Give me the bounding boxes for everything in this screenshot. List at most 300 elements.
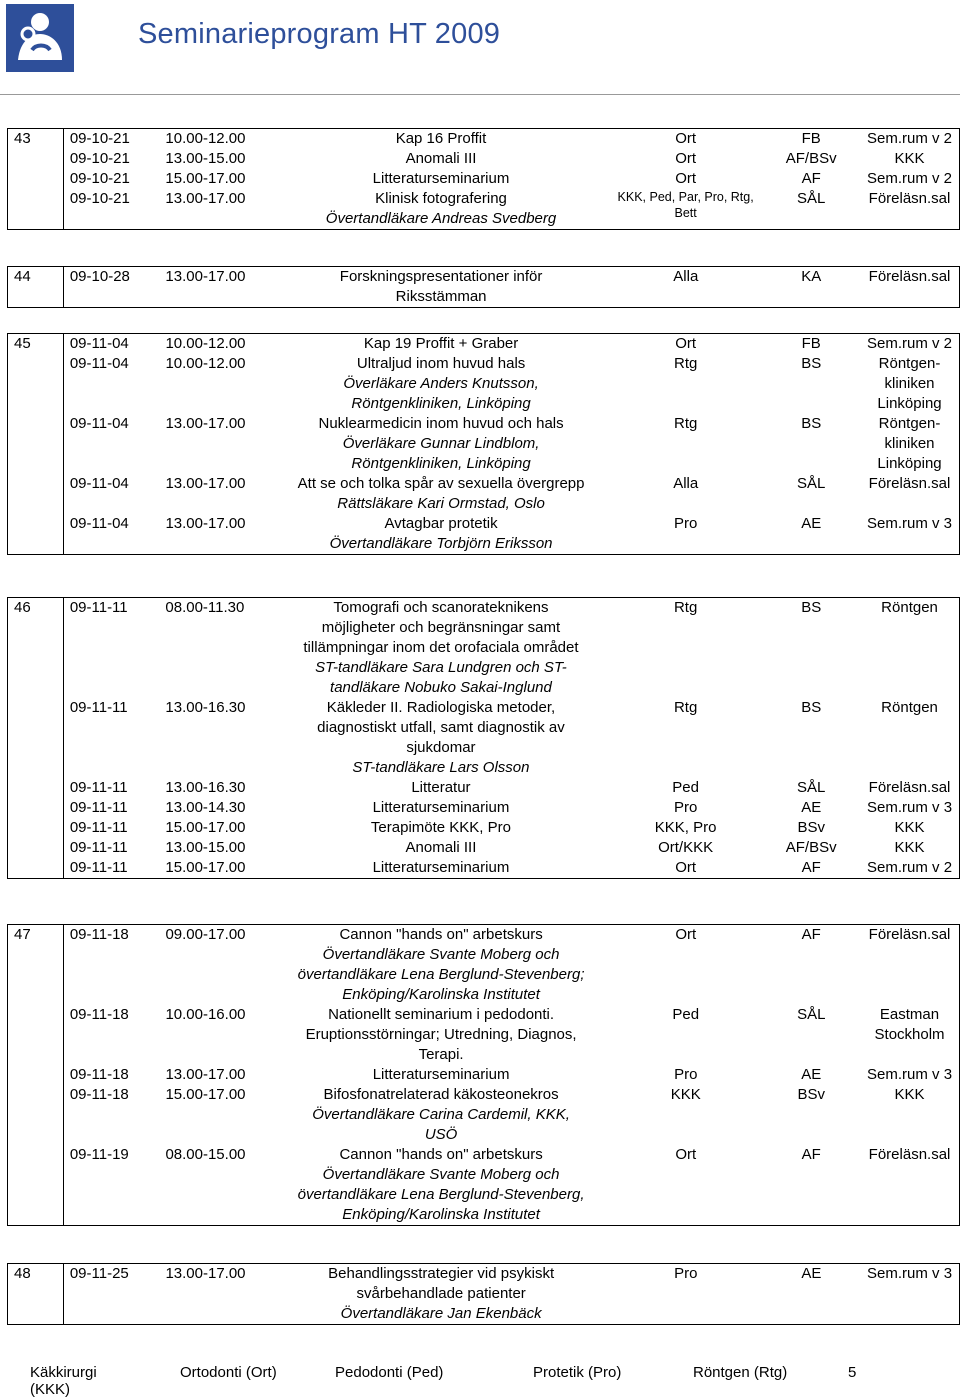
place-cell: [609, 798, 762, 818]
topic-line: Bifosfonatrelaterad käkosteonekros: [323, 1086, 559, 1103]
legend-ortodonti: Ortodonti (Ort): [180, 1364, 277, 1381]
responsible-cell: [762, 698, 860, 778]
responsible-cell: [762, 1085, 860, 1145]
topic-line: sjukdomar: [406, 739, 476, 756]
date-cell: [63, 1005, 165, 1065]
topic-line: Litteraturseminarium: [372, 799, 510, 816]
topic-line: Anomali III: [405, 150, 477, 167]
time-label: 13.00-17.00: [165, 268, 246, 285]
table-row: [8, 1264, 960, 1325]
responsible-label: AF: [801, 926, 821, 943]
table-row: [8, 514, 960, 555]
place-label: Pro: [674, 515, 698, 532]
date-label: 09-11-11: [69, 699, 128, 716]
date-cell: [63, 474, 165, 514]
place-cell: [609, 267, 762, 308]
topic-line: tillämpningar inom det orofaciala området: [303, 639, 579, 656]
room-cell: [860, 858, 959, 879]
room-label: Sem.rum v 3: [867, 515, 953, 532]
time-label: 13.00-17.00: [165, 475, 246, 492]
date-cell: [63, 858, 165, 879]
date-cell: [63, 698, 165, 778]
place-cell: [609, 1005, 762, 1065]
responsible-label: FB: [801, 130, 821, 147]
room-cell: [860, 1005, 959, 1065]
speaker-line: ST-tandläkare Sara Lundgren och ST-: [315, 659, 567, 676]
date-label: 09-11-11: [69, 799, 128, 816]
time-cell: [165, 778, 273, 798]
speaker-line: Övertandläkare Carina Cardemil, KKK,: [312, 1106, 570, 1123]
room-cell: [860, 925, 959, 1006]
week-number: [8, 1264, 64, 1325]
responsible-cell: [762, 1005, 860, 1065]
topic-cell: [273, 798, 609, 818]
topic-cell: [273, 838, 609, 858]
time-label: 13.00-17.00: [165, 515, 246, 532]
date-cell: [63, 149, 165, 169]
legend-protetik: Protetik (Pro): [533, 1364, 622, 1381]
time-label: 08.00-11.30: [165, 599, 245, 616]
speaker-line: Enköping/Karolinska Institutet: [342, 1206, 540, 1223]
table-row: [8, 778, 960, 798]
week-table-46: [7, 597, 960, 879]
speaker-line: Röntgenkliniken, Linköping: [351, 395, 531, 412]
time-label: 13.00-17.00: [165, 415, 246, 432]
date-label: 09-11-04: [69, 415, 129, 432]
date-cell: [63, 189, 165, 230]
topic-line: Terapi.: [418, 1046, 464, 1063]
topic-cell: [273, 818, 609, 838]
time-label: 15.00-17.00: [165, 1086, 246, 1103]
time-label: 13.00-16.30: [165, 779, 246, 796]
time-label: 13.00-17.00: [165, 190, 246, 207]
date-label: 09-11-19: [69, 1146, 129, 1163]
time-label: 08.00-15.00: [165, 1146, 246, 1163]
room-label: Sem.rum v 2: [867, 170, 953, 187]
responsible-cell: [762, 267, 860, 308]
place-label: KKK, Pro: [654, 819, 717, 836]
room-cell: [860, 414, 959, 474]
room-cell: [860, 514, 959, 555]
clinic-logo-icon: [6, 4, 74, 72]
responsible-cell: [762, 334, 860, 355]
topic-line: Litteraturseminarium: [372, 859, 510, 876]
place-cell: [609, 858, 762, 879]
place-label: Pro: [674, 1265, 698, 1282]
date-label: 09-10-21: [69, 190, 130, 207]
time-cell: [165, 474, 273, 514]
date-label: 09-10-21: [69, 130, 130, 147]
place-cell: [609, 1065, 762, 1085]
time-label: 10.00-12.00: [165, 335, 246, 352]
table-row: [8, 1065, 960, 1085]
table-row: [8, 925, 960, 1006]
date-cell: [63, 514, 165, 555]
date-cell: [63, 838, 165, 858]
place-label: KKK, Ped, Par, Pro, Rtg, Bett: [617, 190, 754, 220]
place-cell: [609, 149, 762, 169]
date-label: 09-11-18: [69, 926, 129, 943]
place-label: Ort: [675, 1146, 697, 1163]
place-label: Rtg: [674, 415, 698, 432]
responsible-cell: [763, 1264, 861, 1325]
time-cell: [165, 598, 273, 699]
week-number-label: 44: [14, 268, 31, 285]
place-label: Pro: [673, 799, 698, 816]
room-label: KKK: [894, 839, 925, 856]
topic-line: Tomografi och scanorateknikens: [333, 599, 549, 616]
legend-kakkirurgi: Käkkirurgi (KKK): [30, 1364, 97, 1398]
place-label: Ort: [675, 130, 697, 147]
place-cell: [609, 514, 762, 555]
date-cell: [63, 925, 165, 1006]
topic-line: Terapimöte KKK, Pro: [370, 819, 511, 836]
responsible-cell: [762, 189, 860, 230]
time-cell: [165, 858, 273, 879]
room-cell: [860, 778, 959, 798]
table-row: [8, 169, 960, 189]
place-label: Ort: [675, 150, 697, 167]
time-label: 10.00-12.00: [165, 355, 246, 372]
time-cell: [165, 698, 273, 778]
speaker-line: övertandläkare Lena Berglund-Stevenberg;: [297, 966, 585, 983]
date-label: 09-11-11: [69, 859, 128, 876]
time-cell: [165, 334, 273, 355]
responsible-label: KA: [801, 268, 822, 285]
room-label: KKK: [894, 150, 925, 167]
room-label: Sem.rum v 2: [867, 859, 953, 876]
responsible-label: AF/BSv: [785, 839, 837, 856]
room-label: Sem.rum v 2: [867, 335, 953, 352]
table-row: [8, 129, 960, 150]
room-label: Eastman Stockholm: [874, 1006, 945, 1043]
topic-line: Nuklearmedicin inom huvud och hals: [318, 415, 564, 432]
topic-cell: [273, 414, 609, 474]
time-cell: [165, 189, 273, 230]
speaker-line: Övertandläkare Torbjörn Eriksson: [329, 535, 553, 552]
legend-rontgen: Röntgen (Rtg): [693, 1364, 788, 1381]
week-number-label: 45: [14, 335, 31, 352]
room-cell: [860, 838, 959, 858]
topic-line: Litteraturseminarium: [372, 170, 510, 187]
time-label: 13.00-17.00: [165, 1066, 246, 1083]
room-cell: [860, 1264, 959, 1325]
room-cell: [860, 129, 959, 150]
speaker-line: Röntgenkliniken, Linköping: [351, 455, 531, 472]
room-label: Föreläsn.sal: [868, 475, 951, 492]
responsible-label: SÅL: [796, 190, 826, 207]
date-label: 09-10-28: [69, 268, 130, 285]
responsible-label: AE: [801, 799, 822, 816]
date-label: 09-11-11: [69, 839, 128, 856]
room-label: Föreläsn.sal: [868, 779, 951, 796]
date-label: 09-11-25: [69, 1265, 129, 1282]
place-label: Ort: [675, 335, 697, 352]
table-row: [8, 698, 960, 778]
place-label: Rtg: [674, 355, 698, 372]
place-label: Pro: [674, 1066, 698, 1083]
date-label: 09-11-04: [69, 515, 129, 532]
responsible-cell: [762, 818, 860, 838]
room-label: Sem.rum v 3: [867, 1066, 953, 1083]
table-row: [8, 838, 960, 858]
room-cell: [860, 1065, 959, 1085]
place-cell: [609, 598, 762, 699]
week-number: [8, 334, 64, 555]
topic-cell: [273, 169, 609, 189]
date-label: 09-11-11: [69, 819, 128, 836]
place-label: Rtg: [673, 699, 698, 716]
place-cell: [609, 925, 762, 1006]
time-label: 10.00-12.00: [165, 130, 246, 147]
room-label: Sem.rum v 2: [867, 130, 953, 147]
date-cell: [63, 334, 165, 355]
table-row: [8, 267, 960, 308]
place-cell: [609, 414, 762, 474]
topic-line: Forskningspresentationer inför: [339, 268, 543, 285]
speaker-line: Övertandläkare Jan Ekenbäck: [340, 1305, 542, 1322]
responsible-cell: [762, 838, 860, 858]
table-row: [8, 1145, 960, 1226]
date-cell: [63, 1145, 165, 1226]
topic-line: Ultraljud inom huvud hals: [356, 355, 526, 372]
table-row: [8, 1005, 960, 1065]
responsible-label: BS: [801, 355, 822, 372]
responsible-label: BS: [801, 415, 822, 432]
date-cell: [63, 778, 165, 798]
date-label: 09-11-18: [69, 1006, 129, 1023]
room-cell: [860, 598, 959, 699]
topic-cell: [273, 598, 609, 699]
week-number-label: 43: [14, 130, 31, 147]
place-label: Ped: [672, 779, 699, 796]
date-cell: [63, 414, 165, 474]
time-cell: [165, 1145, 273, 1226]
table-row: [8, 149, 960, 169]
topic-line: Cannon "hands on" arbetskurs: [339, 1146, 543, 1163]
speaker-line: övertandläkare Lena Berglund-Stevenberg,: [297, 1186, 585, 1203]
room-label: Sem.rum v 3: [867, 1265, 953, 1282]
responsible-label: AF: [801, 859, 821, 876]
responsible-label: SÅL: [797, 1006, 826, 1023]
week-number-label: 46: [14, 599, 31, 616]
speaker-line: Överläkare Anders Knutsson,: [343, 375, 539, 392]
topic-line: Riksstämman: [395, 288, 487, 305]
date-label: 09-11-04: [69, 335, 129, 352]
date-label: 09-11-04: [69, 355, 129, 372]
topic-cell: [273, 149, 609, 169]
responsible-cell: [762, 798, 860, 818]
date-cell: [63, 598, 165, 699]
footer-legend: [0, 1360, 960, 1399]
responsible-label: AE: [801, 515, 822, 532]
time-label: 15.00-17.00: [165, 170, 246, 187]
room-label: Sem.rum v 3: [867, 799, 953, 816]
topic-line: diagnostiskt utfall, samt diagnostik av: [317, 719, 565, 736]
topic-cell: [273, 514, 609, 555]
speaker-line: Överläkare Gunnar Lindblom,: [342, 435, 540, 452]
date-label: 09-10-21: [69, 150, 130, 167]
table-row: [8, 818, 960, 838]
time-cell: [165, 267, 273, 308]
speaker-line: ST-tandläkare Lars Olsson: [352, 759, 530, 776]
responsible-cell: [762, 129, 860, 150]
responsible-cell: [762, 169, 860, 189]
place-cell: [609, 169, 762, 189]
responsible-cell: [762, 858, 860, 879]
date-label: 09-11-18: [69, 1086, 129, 1103]
topic-line: Eruptionsstörningar; Utredning, Diagnos,: [305, 1026, 577, 1043]
speaker-line: Övertandläkare Svante Moberg och: [322, 1166, 560, 1183]
time-label: 13.00-14.30: [165, 799, 246, 816]
time-cell: [165, 354, 273, 414]
room-cell: [860, 189, 959, 230]
date-cell: [63, 267, 165, 308]
topic-cell: [273, 267, 609, 308]
page-header: [0, 0, 960, 80]
time-cell: [165, 838, 273, 858]
legend-pedodonti: Pedodonti (Ped): [335, 1364, 444, 1381]
topic-line: Anomali III: [405, 839, 477, 856]
topic-line: Klinisk fotografering: [375, 190, 507, 207]
topic-cell: [273, 1145, 609, 1226]
time-label: 13.00-17.00: [165, 1265, 246, 1282]
week-table-47: [7, 924, 960, 1226]
responsible-label: BS: [801, 699, 822, 716]
responsible-label: AE: [801, 1066, 822, 1083]
responsible-label: FB: [801, 335, 821, 352]
time-cell: [165, 925, 273, 1006]
responsible-cell: [762, 1145, 860, 1226]
room-label: Föreläsn.sal: [868, 1146, 951, 1163]
responsible-cell: [762, 474, 860, 514]
date-cell: [63, 818, 165, 838]
room-label: Röntgen- kliniken Linköping: [877, 415, 942, 472]
topic-line: Käkleder II. Radiologiska metoder,: [326, 699, 556, 716]
responsible-cell: [762, 778, 860, 798]
topic-cell: [273, 474, 609, 514]
table-row: [8, 474, 960, 514]
topic-line: möjligheter och begränsningar samt: [321, 619, 561, 636]
topic-cell: [273, 129, 609, 150]
place-label: Ort: [675, 926, 697, 943]
date-cell: [63, 798, 165, 818]
date-cell: [63, 1065, 165, 1085]
topic-cell: [273, 1264, 609, 1325]
time-cell: [165, 129, 273, 150]
place-label: Alla: [673, 268, 699, 285]
week-number-label: 48: [14, 1265, 31, 1282]
time-label: 09.00-17.00: [165, 926, 246, 943]
responsible-label: SÅL: [797, 475, 826, 492]
topic-line: Litteraturseminarium: [372, 1066, 510, 1083]
room-label: Föreläsn.sal: [868, 190, 951, 207]
place-label: Ort/KKK: [658, 839, 714, 856]
topic-line: Behandlingsstrategier vid psykiskt: [328, 1265, 555, 1282]
date-cell: [63, 129, 165, 150]
table-row: [8, 189, 960, 230]
topic-cell: [273, 354, 609, 414]
place-cell: [609, 189, 762, 230]
room-cell: [860, 1145, 959, 1226]
responsible-cell: [762, 149, 860, 169]
table-row: [8, 354, 960, 414]
responsible-label: AF/BSv: [785, 150, 837, 167]
header-divider: [0, 94, 960, 95]
place-cell: [609, 334, 762, 355]
time-cell: [165, 149, 273, 169]
table-row: [8, 414, 960, 474]
speaker-line: Övertandläkare Svante Moberg och: [322, 946, 560, 963]
time-label: 15.00-17.00: [165, 859, 246, 876]
place-cell: [609, 474, 762, 514]
topic-cell: [273, 1085, 609, 1145]
responsible-label: BS: [801, 599, 822, 616]
room-cell: [860, 798, 959, 818]
room-cell: [860, 169, 959, 189]
topic-cell: [273, 1005, 609, 1065]
responsible-cell: [762, 514, 860, 555]
week-number: [8, 925, 64, 1226]
place-label: Ort: [675, 170, 697, 187]
time-cell: [165, 414, 273, 474]
week-table-43: [7, 128, 960, 230]
time-cell: [165, 1065, 273, 1085]
topic-line: Litteratur: [411, 779, 471, 796]
room-label: Röntgen: [881, 699, 938, 716]
place-cell: [609, 354, 762, 414]
speaker-line: tandläkare Nobuko Sakai-Inglund: [330, 679, 552, 696]
room-cell: [860, 1085, 959, 1145]
place-cell: [609, 1264, 762, 1325]
topic-line: Kap 16 Proffit: [395, 130, 487, 147]
time-cell: [165, 1085, 273, 1145]
date-label: 09-11-11: [69, 599, 128, 616]
date-label: 09-10-21: [69, 170, 130, 187]
topic-cell: [273, 189, 609, 230]
date-cell: [63, 1085, 165, 1145]
week-table-45: [7, 333, 960, 555]
speaker-line: Övertandläkare Andreas Svedberg: [325, 210, 557, 227]
topic-line: Avtagbar protetik: [384, 515, 498, 532]
responsible-label: AE: [801, 1265, 822, 1282]
place-label: Alla: [673, 475, 699, 492]
responsible-label: BSv: [797, 819, 825, 836]
speaker-line: Rättsläkare Kari Ormstad, Oslo: [337, 495, 545, 512]
room-cell: [860, 334, 959, 355]
place-label: Rtg: [673, 599, 698, 616]
topic-cell: [273, 1065, 609, 1085]
time-cell: [165, 818, 273, 838]
table-row: [8, 858, 960, 879]
room-label: Föreläsn.sal: [868, 926, 951, 943]
week-number-label: 47: [14, 926, 31, 943]
date-cell: [63, 1264, 165, 1325]
room-label: Föreläsn.sal: [868, 268, 951, 285]
responsible-label: AF: [801, 1146, 821, 1163]
date-cell: [63, 354, 165, 414]
week-table-44: [7, 266, 960, 308]
date-cell: [63, 169, 165, 189]
place-cell: [609, 778, 762, 798]
room-cell: [860, 267, 959, 308]
time-label: 15.00-17.00: [165, 819, 246, 836]
time-label: 10.00-16.00: [165, 1006, 246, 1023]
room-cell: [860, 474, 959, 514]
topic-line: Nationellt seminarium i pedodonti.: [328, 1006, 555, 1023]
place-cell: [609, 1145, 762, 1226]
room-cell: [860, 818, 959, 838]
